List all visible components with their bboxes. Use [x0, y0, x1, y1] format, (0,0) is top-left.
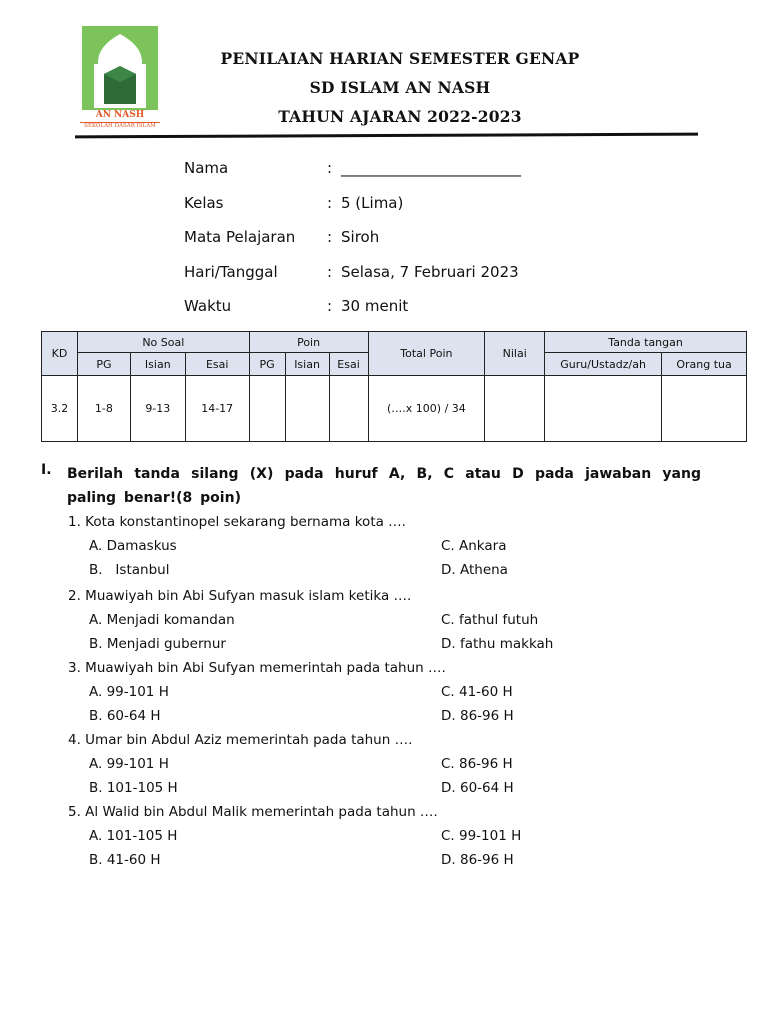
- option-a: A. Damaskus: [89, 538, 177, 554]
- cell-parent-signature: [662, 376, 747, 442]
- question-5: 5. Al Walid bin Abdul Malik memerintah pada tahun ….: [68, 804, 438, 820]
- table-header-row: [42, 332, 747, 353]
- option-c: C. fathul futuh: [441, 612, 539, 628]
- info-colon: :: [327, 228, 333, 246]
- cell-guru-signature: [545, 376, 662, 442]
- info-value: Siroh: [341, 228, 380, 246]
- score-table: [41, 331, 747, 442]
- table-row: [42, 376, 747, 442]
- option-c: C. 86-96 H: [441, 756, 513, 772]
- cell-nilai: [485, 376, 545, 442]
- option-d: D. 60-64 H: [441, 780, 514, 796]
- option-c: C. Ankara: [441, 538, 507, 554]
- header-kd: KD: [42, 332, 78, 376]
- cell-kd: 3.2: [42, 376, 78, 442]
- option-b: B. Menjadi gubernur: [89, 636, 226, 652]
- subheader-orang-tua: Orang tua: [662, 353, 747, 376]
- cell-isian: 9-13: [130, 376, 185, 442]
- subheader-esai: Esai: [185, 353, 249, 376]
- header-no-soal: No Soal: [77, 332, 249, 353]
- question-4: 4. Umar bin Abdul Aziz memerintah pada tahun ….: [68, 732, 413, 748]
- option-d: D. 86-96 H: [441, 708, 514, 724]
- logo-tagline: SEKOLAH DASAR ISLAM: [80, 122, 160, 129]
- info-label: Waktu: [184, 297, 232, 315]
- logo-name: AN NASH: [95, 110, 145, 120]
- header-poin: Poin: [249, 332, 368, 353]
- header-school: SD ISLAM AN NASH: [309, 78, 491, 97]
- header-year: TAHUN AJARAN 2022-2023: [278, 107, 522, 126]
- header-tanda-tangan: Tanda tangan: [545, 332, 747, 353]
- cell-esai: 14-17: [185, 376, 249, 442]
- question-3: 3. Muawiyah bin Abi Sufyan memerintah pada tahun ….: [68, 660, 446, 676]
- info-colon: :: [327, 262, 333, 281]
- option-b: B. 60-64 H: [89, 708, 161, 724]
- cell-poin-pg: [249, 376, 285, 442]
- section-number: I.: [41, 462, 52, 478]
- option-b: B. 101-105 H: [89, 780, 178, 796]
- header-nilai: Nilai: [485, 332, 545, 376]
- question-2: 2. Muawiyah bin Abi Sufyan masuk islam ketika ….: [68, 588, 412, 604]
- option-a: A. 99-101 H: [89, 684, 169, 700]
- header-title: PENILAIAN HARIAN SEMESTER GENAP: [220, 49, 580, 68]
- header-divider: [75, 133, 698, 139]
- info-colon: :: [327, 297, 333, 315]
- question-1: 1. Kota konstantinopel sekarang bernama kota ….: [68, 514, 406, 530]
- cell-pg: 1-8: [77, 376, 130, 442]
- info-colon: :: [327, 159, 333, 177]
- option-b: B. Istanbul: [89, 562, 170, 578]
- info-label: Kelas: [184, 193, 224, 212]
- option-a: A. 101-105 H: [89, 828, 178, 844]
- cell-poin-esai: [329, 376, 368, 442]
- subheader-guru: Guru/Ustadz/ah: [545, 353, 662, 376]
- info-value: Selasa, 7 Februari 2023: [341, 262, 519, 281]
- subheader-poin-isian: Isian: [285, 353, 329, 376]
- cell-total-poin: (….x 100) / 34: [368, 376, 485, 442]
- info-row-mapel: [184, 225, 521, 260]
- school-logo: [80, 24, 160, 132]
- info-value: 30 menit: [341, 297, 409, 315]
- info-label: Nama: [184, 159, 229, 177]
- cell-poin-isian: [285, 376, 329, 442]
- info-label: Hari/Tanggal: [184, 262, 278, 281]
- info-value: ________________________: [341, 159, 521, 177]
- option-a: A. Menjadi komandan: [89, 612, 235, 628]
- info-row-kelas: [184, 191, 521, 226]
- option-c: C. 41-60 H: [441, 684, 513, 700]
- option-b: B. 41-60 H: [89, 852, 161, 868]
- info-row-waktu: [184, 294, 521, 329]
- option-d: D. Athena: [441, 562, 508, 578]
- subheader-poin-pg: PG: [249, 353, 285, 376]
- subheader-poin-esai: Esai: [329, 353, 368, 376]
- document-header: [180, 44, 620, 131]
- option-d: D. 86-96 H: [441, 852, 514, 868]
- option-a: A. 99-101 H: [89, 756, 169, 772]
- student-info: [184, 156, 521, 329]
- section-text: Berilah tanda silang (X) pada huruf A, B, C atau D pada jawaban yang paling benar!(8 poin): [67, 466, 701, 506]
- subheader-isian: Isian: [130, 353, 185, 376]
- info-row-tanggal: [184, 260, 521, 295]
- option-d: D. fathu makkah: [441, 636, 554, 652]
- subheader-pg: PG: [77, 353, 130, 376]
- info-colon: :: [327, 193, 333, 212]
- header-total-poin: Total Poin: [368, 332, 485, 376]
- info-label: Mata Pelajaran: [184, 228, 296, 246]
- info-row-nama: [184, 156, 521, 191]
- info-value: 5 (Lima): [341, 193, 404, 212]
- option-c: C. 99-101 H: [441, 828, 522, 844]
